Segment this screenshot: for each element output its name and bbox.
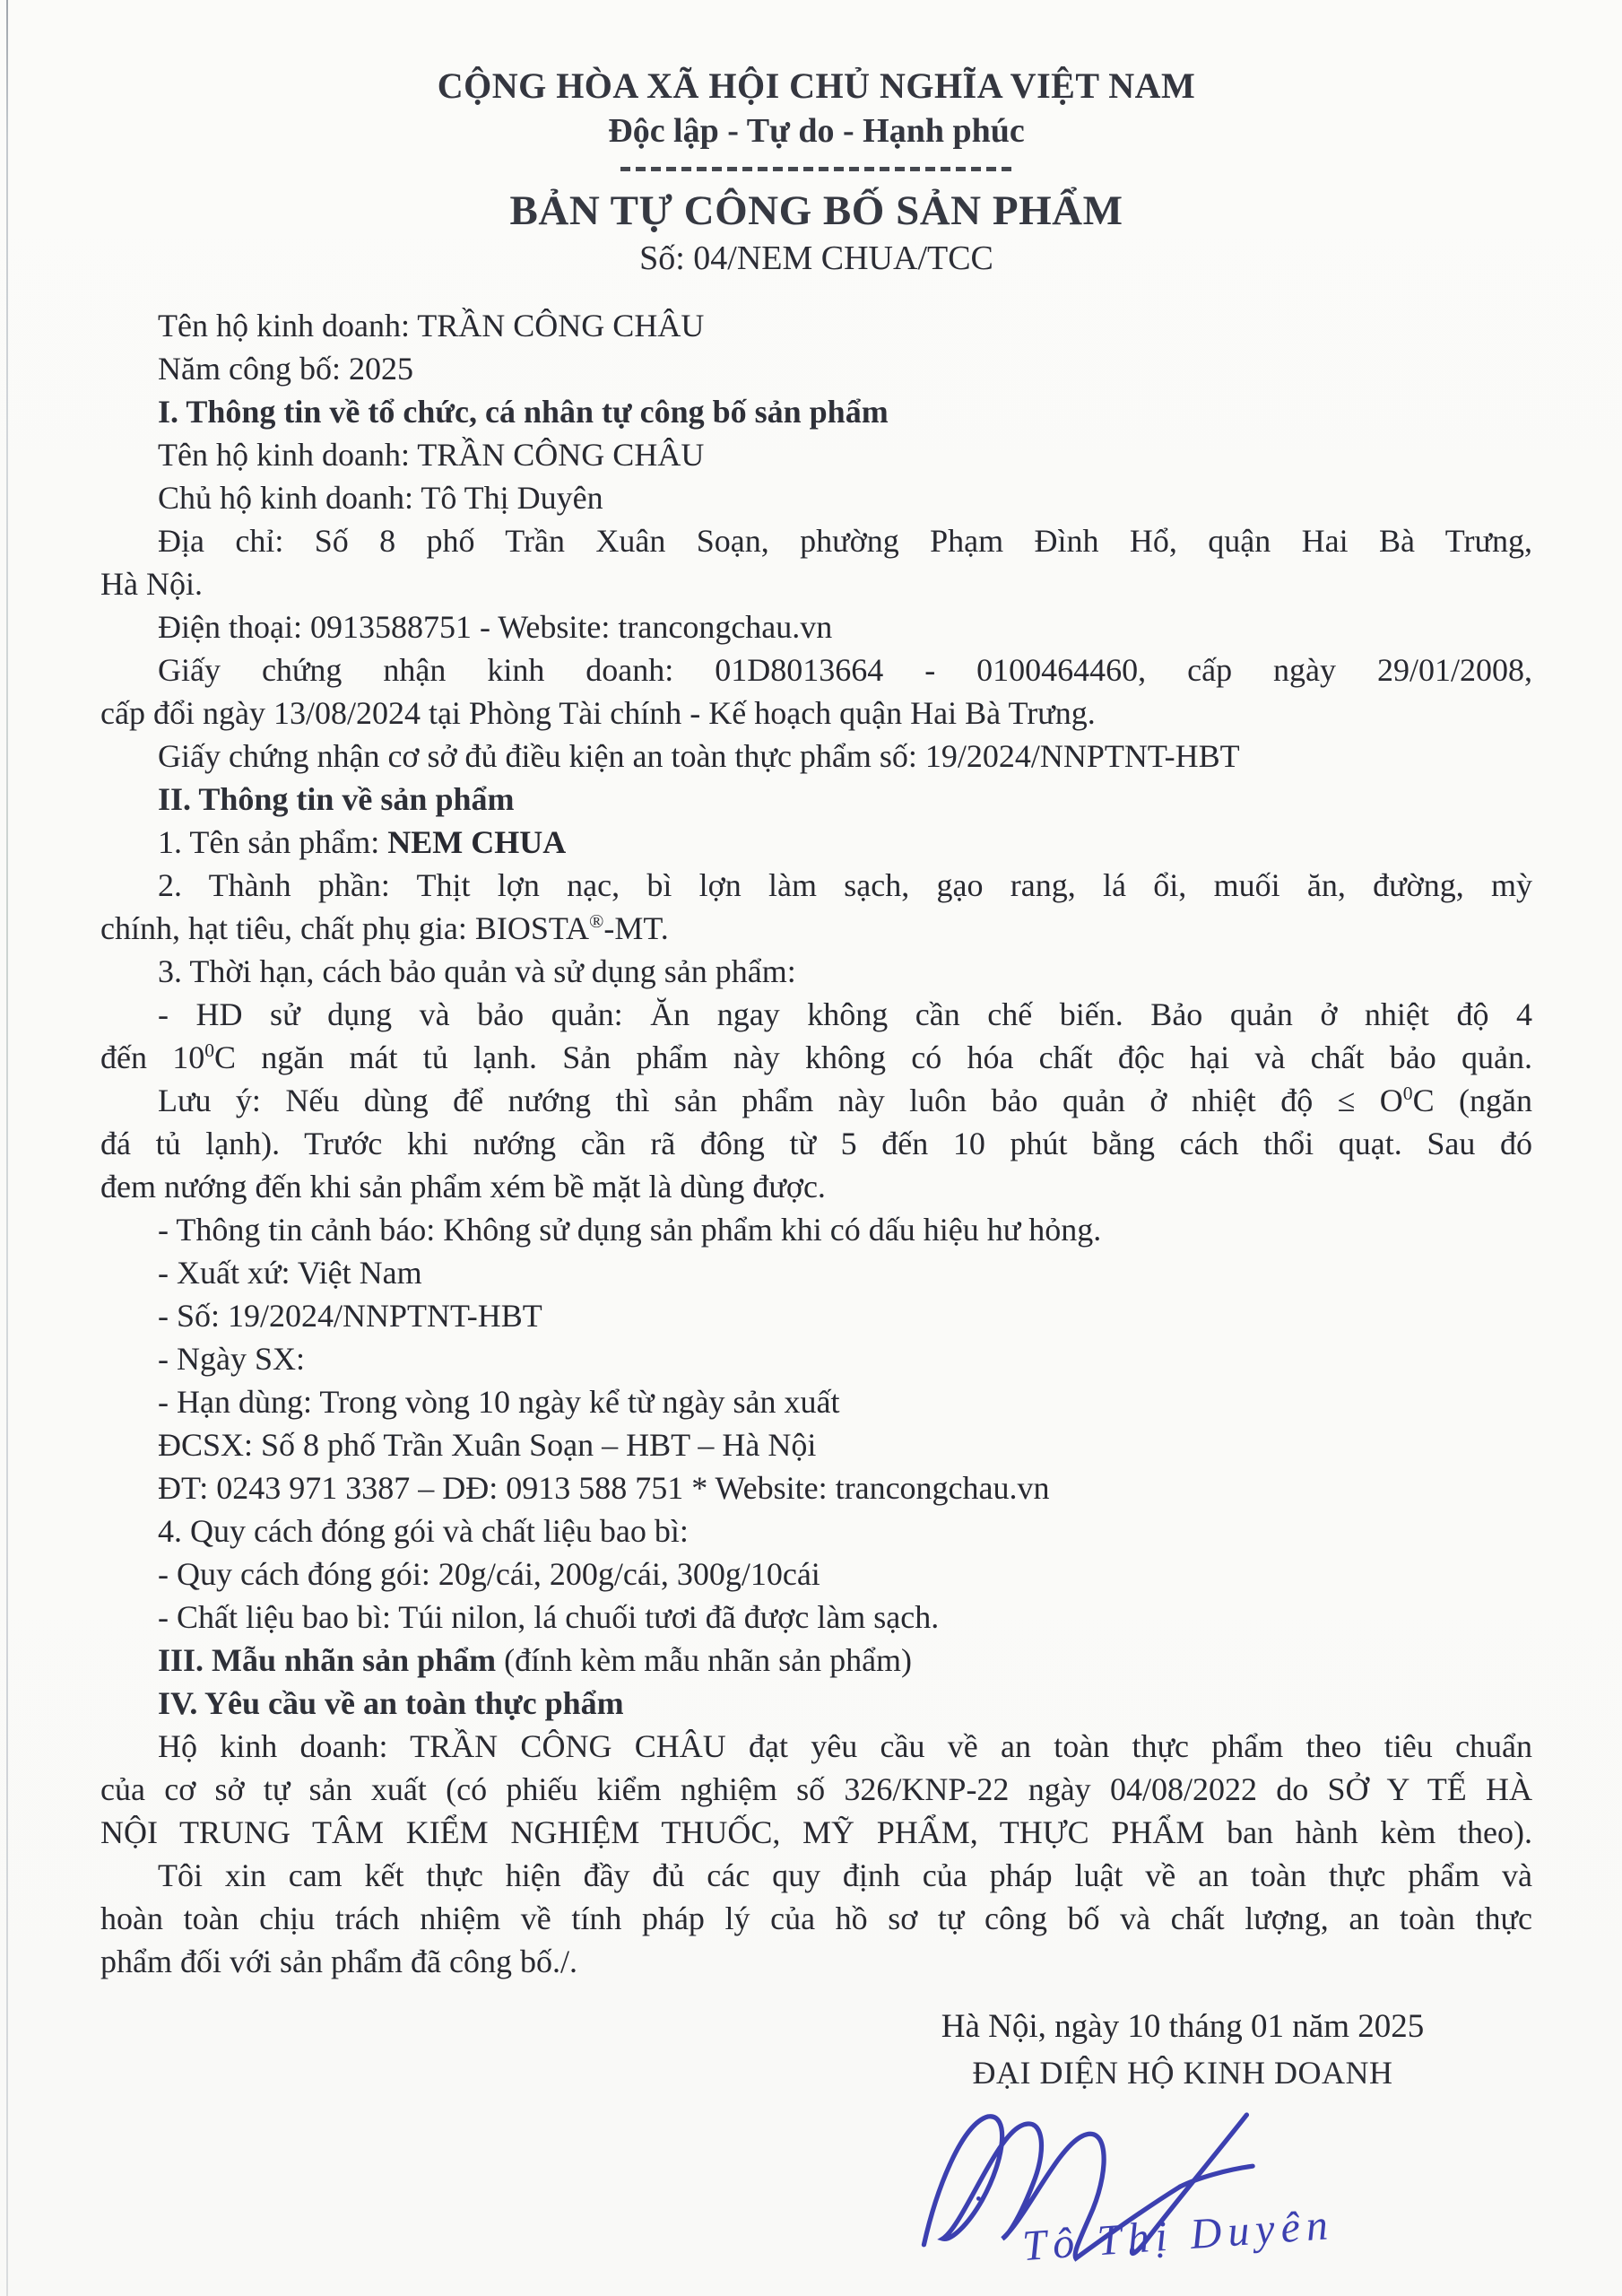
section-3-note: (đính kèm mẫu nhãn sản phẩm) xyxy=(496,1642,913,1678)
product-name-label: 1. Tên sản phẩm: xyxy=(158,824,388,860)
line-note-2: đá tủ lạnh). Trước khi nướng cần rã đông từ 5 đến 10 phút bằng cách thổi quạt. Sau đó xyxy=(100,1126,1532,1161)
usage-2-text: đến 10 xyxy=(100,1039,205,1075)
line-commitment-3: phẩm đối với sản phẩm đã công bố./. xyxy=(100,1944,577,1979)
note-1-tail: C (ngăn xyxy=(1412,1083,1532,1118)
usage-2-tail: C ngăn mát tủ lạnh. Sản phẩm này không có hóa chất độc hại và chất bảo quản. xyxy=(214,1039,1532,1075)
product-name-value: NEM CHUA xyxy=(387,824,567,860)
ingredients-2-text: chính, hạt tiêu, chất phụ gia: BIOSTA xyxy=(100,910,590,946)
line-storage-heading: 3. Thời hạn, cách bảo quản và sử dụng sản phẩm: xyxy=(158,953,796,989)
line-warning: - Thông tin cảnh báo: Không sử dụng sản phẩm khi có dấu hiệu hư hỏng. xyxy=(158,1212,1102,1248)
line-ingredients-1: 2. Thành phần: Thịt lợn nạc, bì lợn làm sạch, gạo rang, lá ổi, muối ăn, đường, mỳ xyxy=(158,867,1532,903)
section-3-title: III. Mẫu nhãn sản phẩm xyxy=(158,1642,497,1678)
signature-block xyxy=(869,2005,1496,2271)
line-address-2: Hà Nội. xyxy=(100,566,203,602)
line-ingredients-2 xyxy=(100,907,1532,950)
national-title: CỘNG HÒA XÃ HỘI CHỦ NGHĨA VIỆT NAM xyxy=(437,65,1196,106)
line-note-3: đem nướng đến khi sản phẩm xém bề mặt là dùng được. xyxy=(100,1169,826,1205)
section-4-heading: IV. Yêu cầu về an toàn thực phẩm xyxy=(158,1685,624,1721)
line-business-name: Tên hộ kinh doanh: TRẦN CÔNG CHÂU xyxy=(158,308,705,344)
line-business-cert-1: Giấy chứng nhận kinh doanh: 01D8013664 - 0100464460, cấp ngày 29/01/2008, xyxy=(158,652,1532,688)
document-title: BẢN TỰ CÔNG BỐ SẢN PHẨM xyxy=(509,187,1123,234)
line-safety-statement-1: Hộ kinh doanh: TRẦN CÔNG CHÂU đạt yêu cầu về an toàn thực phẩm theo tiêu chuẩn xyxy=(158,1728,1532,1764)
line-publish-year: Năm công bố: 2025 xyxy=(158,351,413,387)
section-1-heading: I. Thông tin về tổ chức, cá nhân tự công bố sản phẩm xyxy=(158,394,889,430)
line-owner-name: Chủ hộ kinh doanh: Tô Thị Duyên xyxy=(158,480,603,516)
national-motto: Độc lập - Tự do - Hạnh phúc xyxy=(608,112,1025,150)
line-packaging-spec: - Quy cách đóng gói: 20g/cái, 200g/cái, 300g/10cái xyxy=(158,1556,820,1592)
line-business-name-2: Tên hộ kinh doanh: TRẦN CÔNG CHÂU xyxy=(158,437,705,473)
line-product-name xyxy=(100,821,1532,864)
degree-sup-2: 0 xyxy=(1402,1083,1413,1104)
section-3-heading xyxy=(100,1639,1532,1682)
document-number: Số: 04/NEM CHUA/TCC xyxy=(639,239,993,277)
line-commitment-2: hoàn toàn chịu trách nhiệm về tính pháp lý của hồ sơ tự công bố và chất lượng, an toàn thực xyxy=(100,1900,1532,1936)
degree-sup: 0 xyxy=(204,1039,215,1061)
line-commitment-1: Tôi xin cam kết thực hiện đầy đủ các quy định của pháp luật về an toàn thực phẩm và xyxy=(158,1857,1532,1893)
ingredients-2-tail: -MT. xyxy=(603,910,669,946)
line-usage-1: - HD sử dụng và bảo quản: Ăn ngay không cần chế biến. Bảo quản ở nhiệt độ 4 xyxy=(158,996,1532,1032)
line-food-safety-cert: Giấy chứng nhận cơ sở đủ điều kiện an toàn thực phẩm số: 19/2024/NNPTNT-HBT xyxy=(158,738,1240,774)
line-origin: - Xuất xứ: Việt Nam xyxy=(158,1255,422,1291)
place-date-line: Hà Nội, ngày 10 tháng 01 năm 2025 xyxy=(941,2008,1425,2045)
line-phone-website: Điện thoại: 0913588751 - Website: trancongchau.vn xyxy=(158,609,833,645)
line-shelf-life: - Hạn dùng: Trong vòng 10 ngày kể từ ngày sản xuất xyxy=(158,1384,840,1420)
signature-name: Tô Thị Duyên xyxy=(1020,2200,1336,2271)
line-address-1: Địa chỉ: Số 8 phố Trần Xuân Soạn, phường Phạm Đình Hổ, quận Hai Bà Trưng, xyxy=(158,523,1532,559)
line-usage-2 xyxy=(100,1036,1532,1079)
document-body xyxy=(100,304,1532,1983)
line-production-date: - Ngày SX: xyxy=(158,1341,305,1377)
document-header xyxy=(100,65,1532,281)
signer-role-line: ĐẠI DIỆN HỘ KINH DOANH xyxy=(972,2055,1393,2091)
line-safety-statement-2: của cơ sở tự sản xuất (có phiếu kiểm nghiệm số 326/KNP-22 ngày 04/08/2022 do SỞ Y TẾ HÀ xyxy=(100,1771,1532,1807)
line-safety-statement-3: NỘI TRUNG TÂM KIỂM NGHIỆM THUỐC, MỸ PHẨM, THỰC PHẨM ban hành kèm theo). xyxy=(100,1814,1532,1850)
line-note-1 xyxy=(100,1079,1532,1122)
line-packaging-heading: 4. Quy cách đóng gói và chất liệu bao bì: xyxy=(158,1513,689,1549)
line-packaging-material: - Chất liệu bao bì: Túi nilon, lá chuối tươi đã được làm sạch. xyxy=(158,1599,940,1635)
line-phone-numbers: ĐT: 0243 971 3387 – DĐ: 0913 588 751 * Website: trancongchau.vn xyxy=(158,1470,1050,1506)
registered-mark: ® xyxy=(589,910,604,932)
scan-edge-line xyxy=(6,0,8,2296)
line-business-cert-2: cấp đổi ngày 13/08/2024 tại Phòng Tài chính - Kế hoạch quận Hai Bà Trưng. xyxy=(100,695,1096,731)
note-1-text: Lưu ý: Nếu dùng để nướng thì sản phẩm này luôn bảo quản ở nhiệt độ ≤ O xyxy=(158,1083,1403,1118)
section-2-heading: II. Thông tin về sản phẩm xyxy=(158,781,515,817)
line-cert-number: - Số: 19/2024/NNPTNT-HBT xyxy=(158,1298,542,1334)
divider-dashes xyxy=(620,167,1013,171)
line-production-address: ĐCSX: Số 8 phố Trần Xuân Soạn – HBT – Hà Nội xyxy=(158,1427,817,1463)
